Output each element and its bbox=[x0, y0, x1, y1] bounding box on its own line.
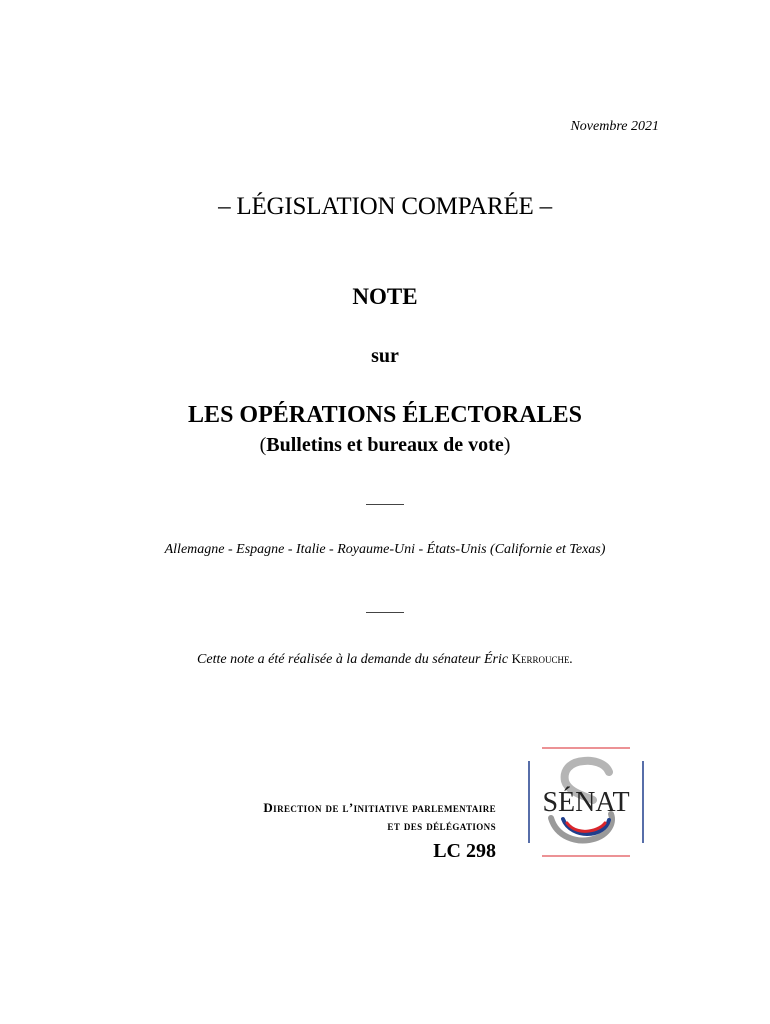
document-category: – LÉGISLATION COMPARÉE – bbox=[218, 193, 552, 220]
request-text: Cette note a été réalisée à la demande du sénateur Éric bbox=[197, 652, 512, 667]
request-note bbox=[0, 651, 770, 668]
countries-list: Allemagne - Espagne - Italie - Royaume-Uni - États-Unis (Californie et Texas) bbox=[164, 542, 606, 557]
document-date: Novembre 2021 bbox=[570, 119, 659, 134]
senator-name: Kerrouche bbox=[511, 651, 570, 666]
separator-rule bbox=[366, 504, 404, 505]
logo-wordmark: SÉNAT bbox=[542, 787, 630, 818]
subtitle-open-paren: ( bbox=[259, 434, 267, 456]
document-title: LES OPÉRATIONS ÉLECTORALES bbox=[188, 402, 582, 428]
title-connector: sur bbox=[371, 345, 399, 367]
subtitle-text: Bulletins et bureaux de vote bbox=[266, 434, 504, 456]
document-reference: LC 298 bbox=[433, 840, 496, 862]
subtitle-close-paren: ) bbox=[503, 434, 511, 456]
request-end: . bbox=[569, 652, 573, 667]
senat-logo bbox=[527, 744, 645, 862]
direction-line-2: et des délégations bbox=[387, 818, 496, 833]
separator-rule bbox=[366, 612, 404, 613]
direction-line-1: Direction de l’initiative parlementaire bbox=[263, 800, 496, 815]
document-type: NOTE bbox=[352, 284, 418, 309]
document-subtitle bbox=[0, 434, 770, 457]
